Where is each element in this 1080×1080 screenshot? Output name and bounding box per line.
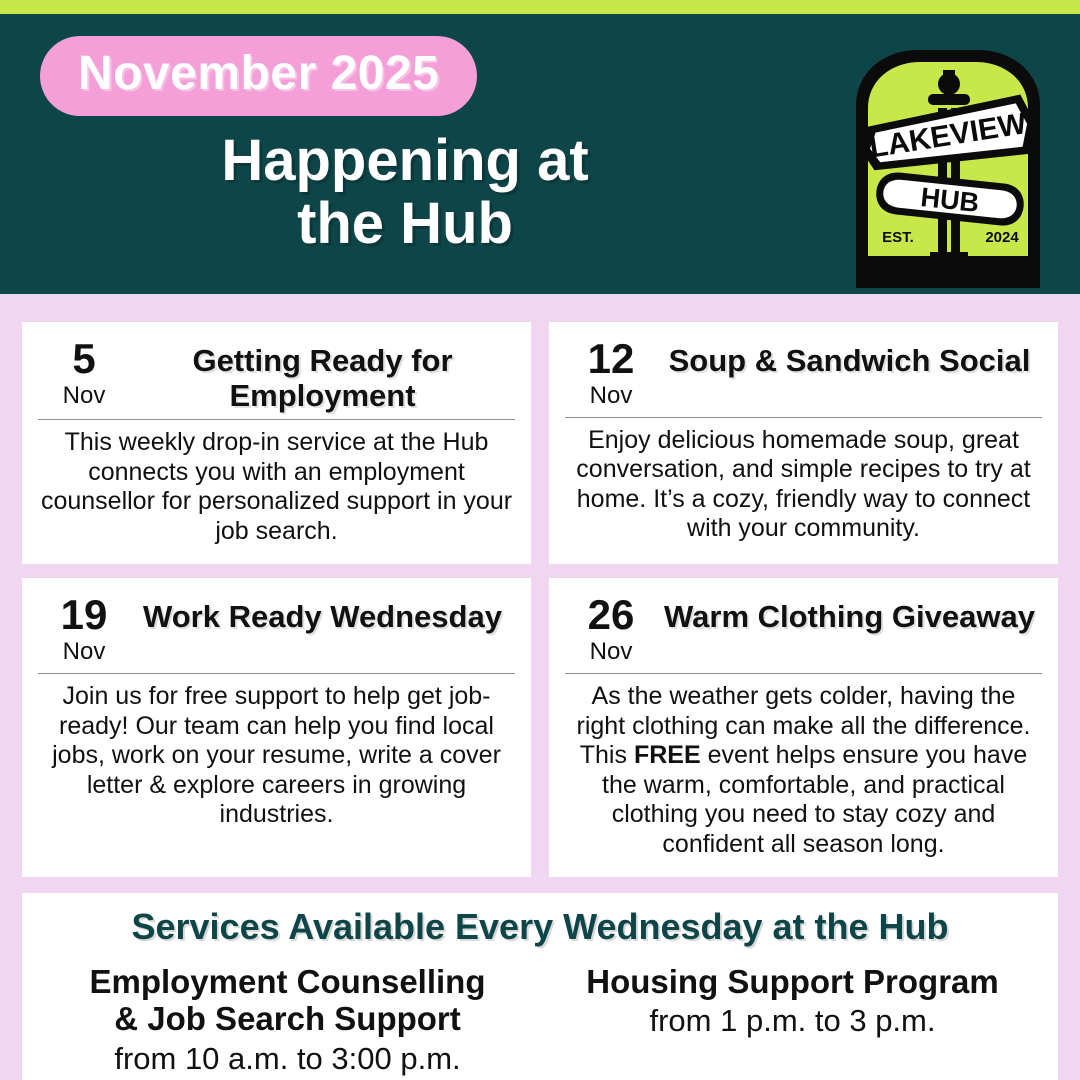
logo-est-year: 2024 — [985, 229, 1019, 246]
logo-est-label: EST. — [882, 229, 914, 246]
logo-sign-top-text: LAKEVIEW — [867, 107, 1029, 165]
event-description-part1: As the weather gets colder, having the right clothing can make all the difference. This — [576, 682, 1031, 770]
event-month: Nov — [589, 382, 633, 409]
page-title-line1: Happening at — [221, 128, 589, 193]
event-title: Work Ready Wednesday — [143, 599, 502, 635]
services-list — [40, 963, 1040, 1077]
event-header — [565, 591, 1042, 674]
logo-container — [830, 36, 1080, 294]
event-day: 5 — [72, 335, 96, 382]
event-day: 26 — [587, 591, 635, 639]
event-day: 19 — [60, 591, 108, 639]
event-header — [38, 335, 515, 420]
services-heading: Services Available Every Wednesday at the Hub — [131, 906, 949, 948]
services-panel — [22, 893, 1058, 1080]
event-title: Soup & Sandwich Social — [668, 343, 1031, 378]
event-title: Warm Clothing Giveaway — [664, 599, 1035, 635]
event-header — [38, 591, 515, 674]
event-description-emphasis: FREE — [633, 741, 701, 770]
service-name-line1: Employment Counselling — [89, 962, 486, 1000]
event-month: Nov — [62, 638, 106, 666]
events-grid — [0, 294, 1080, 877]
event-card — [549, 322, 1058, 564]
page-title — [40, 130, 830, 255]
event-card — [22, 578, 531, 877]
event-month: Nov — [589, 638, 633, 666]
service-name — [545, 963, 1040, 1001]
month-badge: November 2025 — [40, 36, 477, 116]
event-date — [565, 591, 657, 667]
event-day: 12 — [587, 335, 635, 382]
event-description: Join us for free support to help get job-ready! Our team can help you find local jobs, work on your resume, write a cover letter & explore careers in growing industries. — [52, 682, 501, 829]
service-name — [40, 963, 535, 1038]
logo-sign-bottom-text: HUB — [919, 182, 981, 218]
service-name-line1: Housing Support Program — [586, 962, 999, 1000]
event-description-part2: event helps ensure you have the warm, comfortable, and practical clothing you need to stay cozy and confident all season long. — [602, 741, 1028, 858]
event-title: Getting Ready for Employment — [192, 343, 453, 413]
service-name-line2: & Job Search Support — [114, 1000, 461, 1038]
event-date — [38, 335, 130, 411]
event-header — [565, 335, 1042, 418]
event-date — [38, 591, 130, 667]
header-text-block — [0, 36, 830, 255]
event-description: Enjoy delicious homemade soup, great conversation, and simple recipes to try at home. It’s a cozy, friendly way to connect with your community. — [576, 425, 1031, 543]
lakeview-hub-logo — [850, 44, 1046, 294]
page-title-line2: the Hub — [297, 190, 513, 256]
top-accent-bar — [0, 0, 1080, 14]
event-month: Nov — [62, 382, 106, 409]
service-time: from 10 a.m. to 3:00 p.m. — [114, 1041, 461, 1077]
service-time: from 1 p.m. to 3 p.m. — [649, 1003, 936, 1039]
event-description — [565, 674, 1042, 859]
service-item — [40, 963, 535, 1077]
logo-svg — [850, 44, 1046, 294]
event-date — [565, 335, 657, 411]
header — [0, 14, 1080, 294]
service-item — [545, 963, 1040, 1077]
event-card — [22, 322, 531, 564]
event-card — [549, 578, 1058, 877]
event-description: This weekly drop-in service at the Hub connects you with an employment counsellor for personalized support in your job search. — [40, 428, 513, 545]
